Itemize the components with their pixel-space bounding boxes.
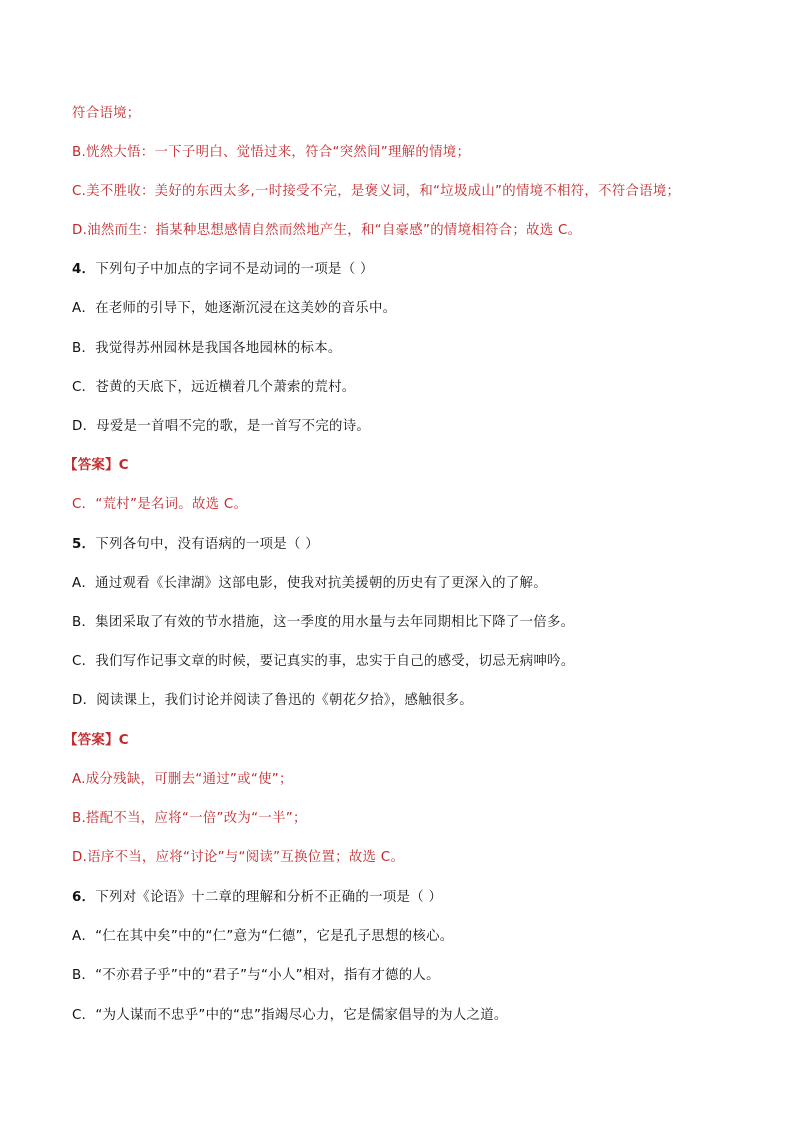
explanation-line: A.成分残缺，可删去“通过”或“使”； (72, 772, 293, 787)
question-number: 6． (72, 890, 96, 905)
explanation-line: D.语序不当，应将“讨论”与“阅读”互换位置；故选 C。 (72, 850, 405, 865)
question-4-stem (72, 261, 374, 279)
answer-value: C (118, 733, 129, 748)
question-text: 下列各句中，没有语病的一项是（ ） (95, 537, 319, 552)
question-number: 5． (72, 537, 96, 552)
answer-label: 【答案】 (64, 733, 119, 748)
option-line: A．“仁在其中矣”中的“仁”意为“仁德”，它是孔子思想的核心。 (72, 929, 454, 944)
question-text: 下列对《论语》十二章的理解和分析不正确的一项是（ ） (95, 890, 443, 905)
question-5-stem (72, 536, 319, 554)
answer-label: 【答案】 (64, 458, 119, 473)
option-line: B．我觉得苏州园林是我国各地园林的标本。 (72, 341, 342, 356)
option-line: C．苍黄的天底下，远近横着几个萧索的荒村。 (72, 380, 356, 395)
option-line: C．我们写作记事文章的时候，要记真实的事，忠实于自己的感受，切忌无病呻吟。 (72, 654, 575, 669)
explanation-line: C．“荒村”是名词。故选 C。 (72, 497, 248, 512)
explanation-line: C.美不胜收：美好的东西太多,一时接受不完，是褒义词，和“垃圾成山”的情境不相符，不符合语境； (72, 184, 681, 199)
answer-value: C (118, 458, 129, 473)
question-number: 4． (72, 262, 96, 277)
explanation-line: B.恍然大悟：一下子明白、觉悟过来，符合“突然间”理解的情境； (72, 145, 471, 160)
question-text: 下列句子中加点的字词不是动词的一项是（ ） (95, 262, 374, 277)
option-line: D．阅读课上，我们讨论并阅读了鲁迅的《朝花夕拾》，感触很多。 (72, 693, 473, 708)
option-line: B．“不亦君子乎”中的“君子”与“小人”相对，指有才德的人。 (72, 968, 440, 983)
answer-line (64, 732, 129, 750)
option-line: A．在老师的引导下，她逐渐沉浸在这美妙的音乐中。 (72, 301, 397, 316)
question-6-stem (72, 889, 442, 907)
explanation-line: 符合语境； (72, 106, 141, 121)
option-line: B．集团采取了有效的节水措施，这一季度的用水量与去年同期相比下降了一倍多。 (72, 615, 575, 630)
answer-line (64, 457, 129, 475)
option-line: C．“为人谋而不忠乎”中的“忠”指竭尽心力，它是儒家倡导的为人之道。 (72, 1008, 508, 1023)
explanation-line: B.搭配不当，应将“一倍”改为“一半”； (72, 811, 307, 826)
option-line: A．通过观看《长津湖》这部电影，使我对抗美援朝的历史有了更深入的了解。 (72, 576, 547, 591)
option-line: D．母爱是一首唱不完的歌，是一首写不完的诗。 (72, 419, 371, 434)
explanation-line: D.油然而生：指某种思想感情自然而然地产生，和“自豪感”的情境相符合；故选 C。 (72, 223, 582, 238)
